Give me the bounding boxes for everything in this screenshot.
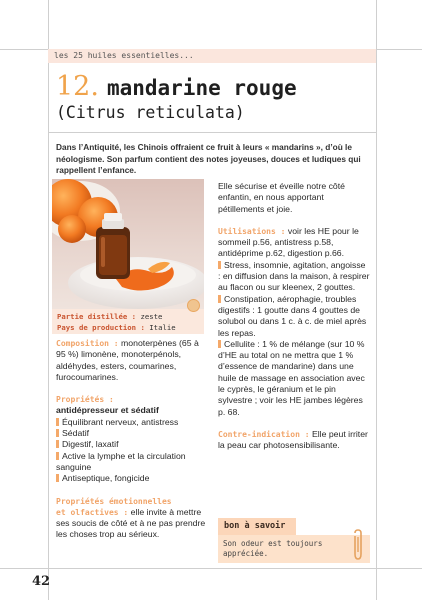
title-number: 12.	[56, 71, 99, 102]
tip-text: Son odeur est toujours appréciée.	[218, 535, 370, 563]
proprietes-label: Propriétés :	[56, 395, 114, 405]
emotionnelles-label-2: et olfactives :	[56, 507, 129, 517]
page-title	[56, 72, 297, 103]
emotionnelles-text-b: ses soucis de côté et à ne pas prendre les choses trop au sérieux.	[56, 518, 206, 540]
frame-line-right	[376, 0, 377, 600]
part-label: Partie distillée :	[57, 312, 137, 321]
emotionnelles-text-a: elle invite à mettre	[130, 506, 202, 517]
propriete-item: Équilibrant nerveux, antistress	[56, 417, 206, 428]
page-number: 42	[32, 574, 51, 589]
composition-label: Composition :	[56, 339, 119, 348]
utilisation-item: Constipation, aérophagie, troubles digestifs : 1 goutte dans 4 gouttes de solubol ou dans 1 c. à c. de miel après les repas.	[218, 293, 367, 338]
contre-indication-label: Contre-indication :	[218, 429, 310, 439]
frame-line-title	[48, 132, 376, 133]
utilisation-item: Stress, insomnie, agitation, angoisse : en diffusion dans la maison, à respirer au flacon ou sur kleenex, 2 gouttes.	[218, 259, 370, 293]
caption-badge-icon	[187, 299, 200, 312]
country-value: Italie	[149, 323, 176, 332]
bullet-bar-icon	[218, 261, 221, 269]
contre-indication-paragraph	[218, 429, 370, 452]
emotionnelles-label: Propriétés émotionnelles	[56, 496, 172, 506]
bullet-bar-icon	[56, 474, 59, 482]
bullet-bar-icon	[56, 418, 59, 426]
propriete-item: Sédatif	[56, 428, 206, 439]
frame-line-left	[48, 0, 49, 600]
emotionnelles-paragraph	[56, 507, 206, 541]
paperclip-icon	[351, 528, 365, 562]
bullet-bar-icon	[56, 452, 59, 460]
propriete-item: Active la lymphe et la circulation sanguine	[56, 450, 186, 472]
composition-text: monoterpènes (65 à 95 %) limonène, monoterpénols, aldéhydes, esters, coumarines, furocoumarines.	[56, 338, 199, 382]
contre-indication-text: Elle peut irriter la peau car photosensibilisante.	[218, 428, 368, 451]
part-value: zeste	[140, 312, 163, 321]
mandarin-illustration	[52, 179, 204, 309]
bullet-bar-icon	[56, 429, 59, 437]
utilisations-paragraph	[218, 226, 370, 260]
photo-caption	[52, 309, 204, 334]
utilisation-item: Cellulite : 1 % de mélange (sur 10 % d’HE au total on ne mettra que 1 % d’essence de mandarine) dans une huile de massage en association avec le cyprès, le géranium et le pin sylvestre ; voir les HE jambes légères p. 68.	[218, 338, 365, 417]
frame-line-bottom	[0, 568, 422, 569]
country-label: Pays de production :	[57, 323, 145, 332]
right-column	[218, 181, 370, 452]
latin-name: (Citrus reticulata)	[56, 103, 245, 122]
right-intro: Elle sécurise et éveille notre côté enfantin, en nous apportant pétillements et joie.	[218, 181, 345, 214]
composition-paragraph	[56, 338, 206, 383]
utilisations-label: Utilisations :	[218, 226, 286, 236]
propriete-item: Digestif, laxatif	[56, 439, 206, 450]
utilisations-text: voir les HE pour le sommeil p.56, antistress p.58, antidéprime p.62, digestion p.66.	[218, 225, 359, 259]
intro-text: Dans l’Antiquité, les Chinois offraient ce fruit à leurs « mandarins », d’où le néologisme. Son parfum contient des notes joyeuses, douces et ludiques qui rappellent l’enfance.	[56, 142, 361, 175]
bullet-bar-icon	[56, 440, 59, 448]
proprietes-subtitle: antidépresseur et sédatif	[56, 405, 159, 416]
mandarin-photo	[52, 179, 204, 309]
title-name: mandarine rouge	[106, 76, 297, 100]
section-header: les 25 huiles essentielles...	[48, 49, 376, 63]
tip-title: bon à savoir	[218, 518, 296, 535]
propriete-item: Antiseptique, fongicide	[56, 473, 206, 484]
bullet-bar-icon	[218, 340, 221, 348]
bullet-bar-icon	[218, 295, 221, 303]
left-column	[56, 338, 206, 541]
